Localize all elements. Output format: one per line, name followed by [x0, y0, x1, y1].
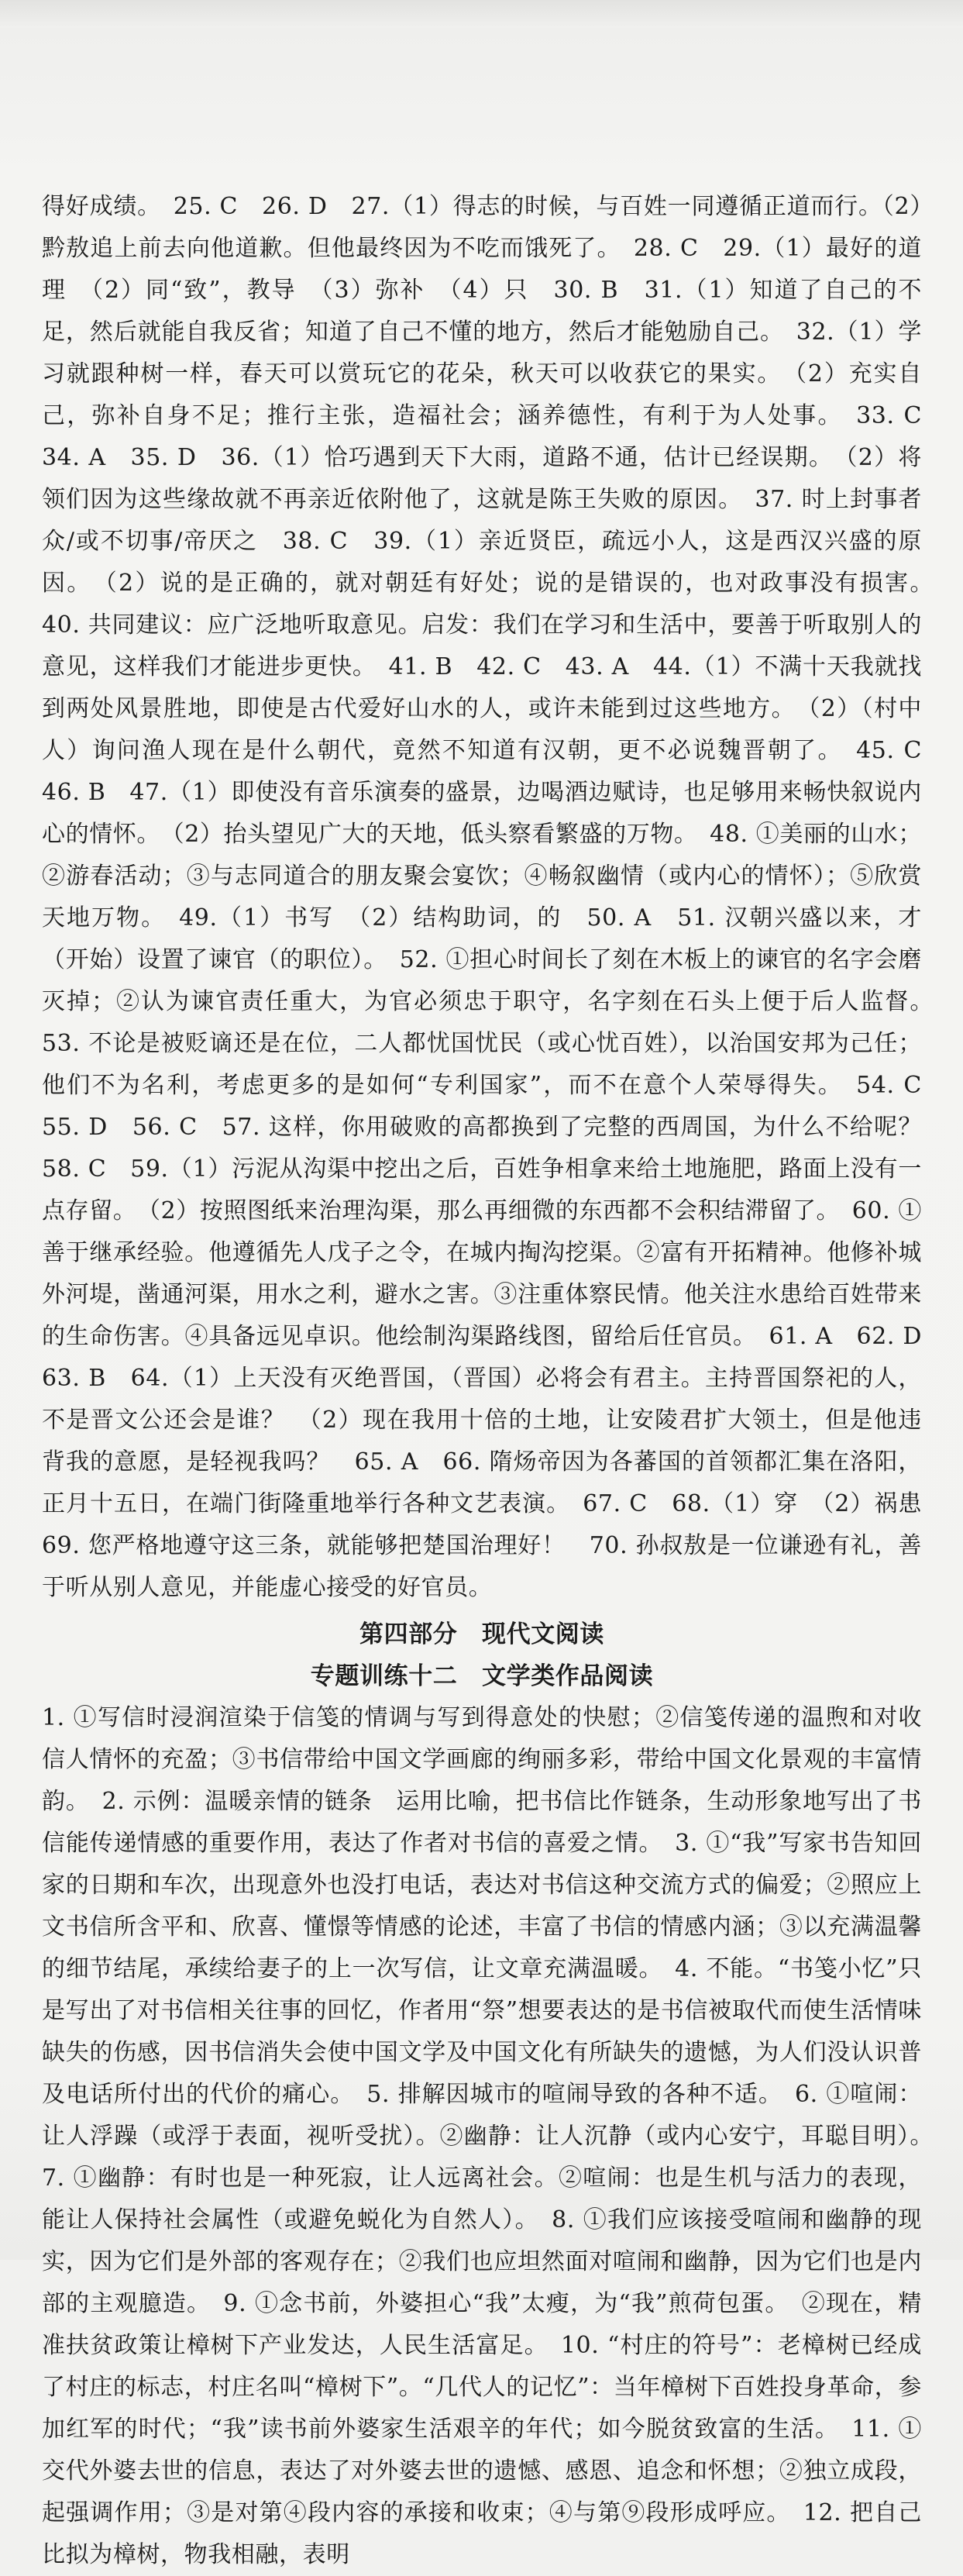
literary-reading-answers: 1. ①写信时浸润渲染于信笺的情调与写到得意处的快慰；②信笺传递的温煦和对收信人情怀的充盈；③书信带给中国文学画廊的绚丽多彩，带给中国文化景观的丰富情韵。 2. 示例：温暖亲情的链条 运用比喻，把书信比作链条，生动形象地写出了书信能传递情感的重要作用，表达了作者对书信的喜爱之情。 3. ①“我”写家书告知回家的日期和车次，出现意外也没打电话，表达对书信这种交流方式的偏爱；②照应上文书信所含平和、欣喜、懂憬等情感的论述，丰富了书信的情感内涵；③以充满温馨的细节结尾，承续给妻子的上一次写信，让文章充满温暖。 4. 不能。“书笺小忆”只是写出了对书信相关往事的回忆，作者用“祭”想要表达的是书信被取代而使生活情味缺失的伤感，因书信消失会使中国文学及中国文化有所缺失的遗憾，为人们没认识普及电话所付出的代价的痛心。 5. 排解因城市的喧闹导致的各种不适。 6. ①喧闹：让人浮躁（或浮于表面，视听受扰）。②幽静：让人沉静（或内心安宁，耳聪目明）。 7. ①幽静：有时也是一种死寂，让人远离社会。②喧闹：也是生机与活力的表现，能让人保持社会属性（或避免蜕化为自然人）。 8. ①我们应该接受喧闹和幽静的现实，因为它们是外部的客观存在；②我们也应坦然面对喧闹和幽静，因为它们也是内部的主观臆造。 9. ①念书前，外婆担心“我”太瘦，为“我”煎荷包蛋。 ②现在，精准扶贫政策让樟树下产业发达，人民生活富足。 10. “村庄的符号”：老樟树已经成了村庄的标志，村庄名叫“樟树下”。“几代人的记忆”：当年樟树下百姓投身革命，参加红军的时代；“我”读书前外婆家生活艰辛的年代；如今脱贫致富的生活。 11. ①交代外婆去世的信息，表达了对外婆去世的遗憾、感恩、追念和怀想；②独立成段，起强调作用；③是对第④段内容的承接和收束；④与第⑨段形成呼应。 12. 把自己比拟为樟树，物我相融，表明: [42, 1704, 946, 2568]
section-subtitle: 专题训练十二 文学类作品阅读: [310, 1662, 654, 1690]
classical-chinese-answers: 得好成绩。 25. C 26. D 27.（1）得志的时候，与百姓一同遵循正道而行。（2）黔敖追上前去向他道歉。但他最终因为不吃而饿死了。 28. C 29.（1）最好的道理 （2）同“致”，教导 （3）弥补 （4）只 30. B 31.（1）知道了自己的不足，然后就能自我反省；知道了自己不懂的地方，然后才能勉励自己。 32.（1）学习就跟种树一样，春天可以赏玩它的花朵，秋天可以收获它的果实。 （2）充实自己，弥补自身不足；推行主张，造福社会；涵养德性，有利于为人处事。 33. C 34. A 35. D 36.（1）恰巧遇到天下大雨，道路不通，估计已经误期。 （2）将领们因为这些缘故就不再亲近依附他了，这就是陈王失败的原因。 37. 时上封事者众/或不切事/帝厌之 38. C 39.（1）亲近贤臣，疏远小人，这是西汉兴盛的原因。 （2）说的是正确的，就对朝廷有好处；说的是错误的，也对政事没有损害。 40. 共同建议：应广泛地听取意见。启发：我们在学习和生活中，要善于听取别人的意见，这样我们才能进步更快。 41. B 42. C 43. A 44.（1）不满十天我就找到两处风景胜地，即使是古代爱好山水的人，或许未能到过这些地方。 （2）（村中人）询问渔人现在是什么朝代，竟然不知道有汉朝，更不必说魏晋朝了。 45. C 46. B 47.（1）即使没有音乐演奏的盛景，边喝酒边赋诗，也足够用来畅快叙说内心的情怀。 （2）抬头望见广大的天地，低头察看繁盛的万物。 48. ①美丽的山水；②游春活动；③与志同道合的朋友聚会宴饮；④畅叙幽情（或内心的情怀）；⑤欣赏天地万物。 49.（1）书写 （2）结构助词，的 50. A 51. 汉朝兴盛以来，才（开始）设置了谏官（的职位）。 52. ①担心时间长了刻在木板上的谏官的名字会磨灭掉；②认为谏官责任重大，为官必须忠于职守，名字刻在石头上便于后人监督。 53. 不论是被贬谪还是在位，二人都忧国忧民（或心忧百姓），以治国安邦为己任；他们不为名利，考虑更多的是如何“专利国家”，而不在意个人荣辱得失。 54. C 55. D 56. C 57. 这样，你用破败的高都换到了完整的西周国，为什么不给呢？ 58. C 59.（1）污泥从沟渠中挖出之后，百姓争相拿来给土地施肥，路面上没有一点存留。 （2）按照图纸来治理沟渠，那么再细微的东西都不会积结滞留了。 60. ①善于继承经验。他遵循先人戊子之令，在城内掏沟挖渠。②富有开拓精神。他修补城外河堤，凿通河渠，用水之利，避水之害。③注重体察民情。他关注水患给百姓带来的生命伤害。④具备远见卓识。他绘制沟渠路线图，留给后任官员。 61. A 62. D 63. B 64.（1）上天没有灭绝晋国，（晋国）必将会有君主。主持晋国祭祀的人，不是晋文公还会是谁？ （2）现在我用十倍的土地，让安陵君扩大领土，但是他违背我的意愿，是轻视我吗？ 65. A 66. 隋炀帝因为各蕃国的首领都汇集在洛阳，正月十五日，在端门街隆重地举行各种文艺表演。 67. C 68.（1）穿 （2）祸患 69. 您严格地遵守这三条，就能够把楚国治理好！ 70. 孙叔敖是一位谦逊有礼，善于听从别人意见，并能虚心接受的好官员。: [42, 193, 946, 1601]
answer-document: [42, 186, 946, 2576]
top-margin: [0, 0, 963, 28]
section-title: 第四部分 现代文阅读: [359, 1620, 604, 1648]
